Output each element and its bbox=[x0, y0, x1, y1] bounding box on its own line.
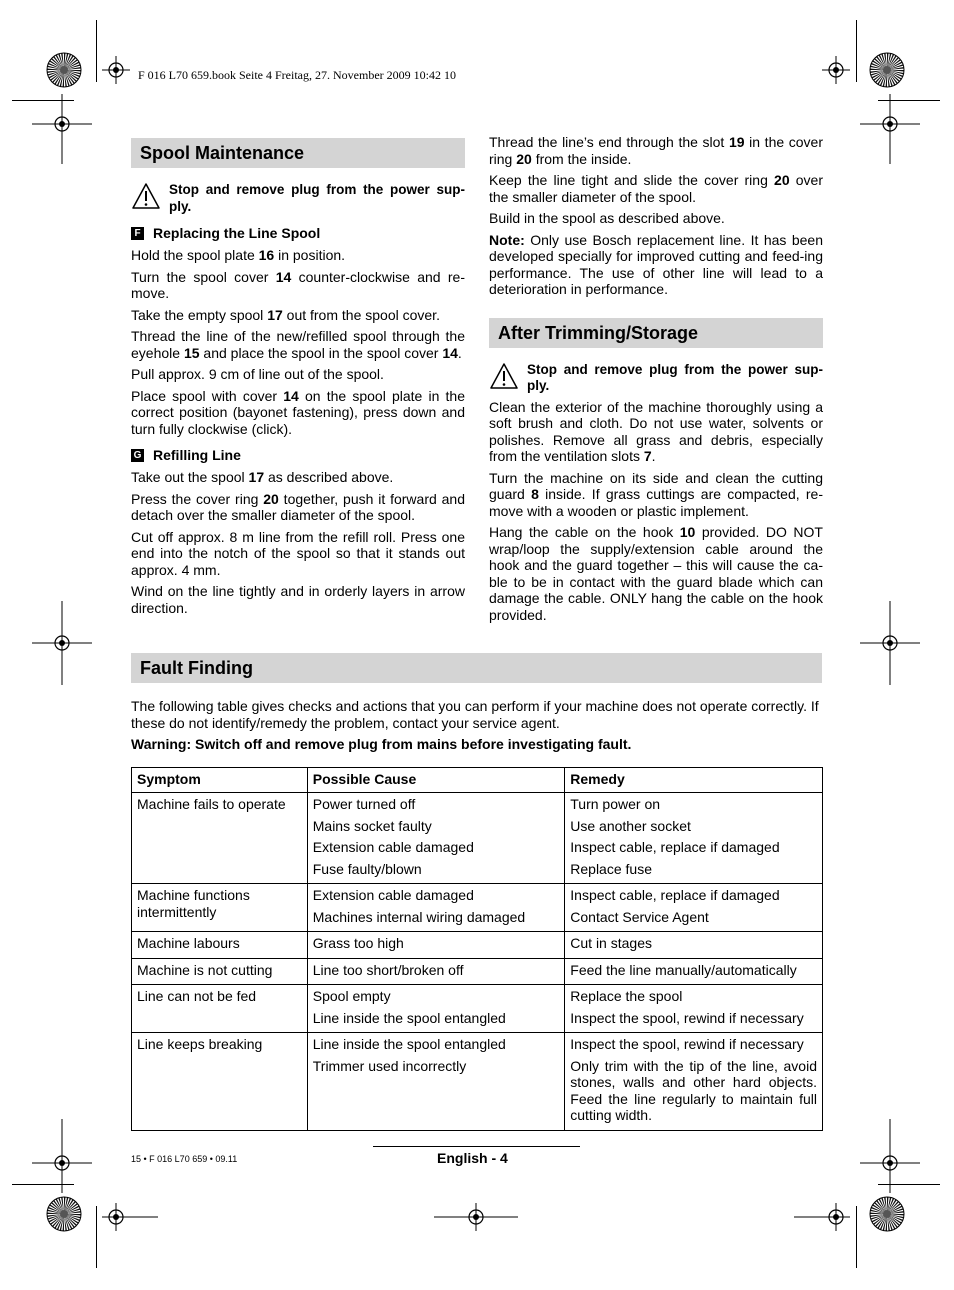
instruction-paragraph: Keep the line tight and slide the cover ring 20 over the smaller diameter of the spool. bbox=[489, 172, 824, 205]
cause-item: Machines internal wiring damaged bbox=[312, 908, 526, 925]
figure-ref-badge: G bbox=[131, 449, 144, 462]
crop-mark bbox=[878, 1184, 940, 1185]
cause-item: Trimmer used incorrectly bbox=[312, 1057, 467, 1074]
warning-notice bbox=[489, 362, 823, 395]
registration-crosshair-icon bbox=[890, 1163, 891, 1164]
starburst-registration-icon bbox=[46, 52, 82, 88]
registration-crosshair-icon bbox=[476, 1217, 477, 1218]
crop-mark bbox=[878, 100, 940, 101]
remedy-item: Only trim with the tip of the line, avoid stones, walls and other hard objects. Feed the line regularly to maintain full cutting width. bbox=[570, 1057, 817, 1123]
remedy-item: Turn power on bbox=[570, 796, 661, 812]
section-heading-spool-maintenance: Spool Maintenance bbox=[131, 138, 465, 168]
cell-remedy bbox=[565, 958, 823, 985]
print-metadata: F 016 L70 659.book Seite 4 Freitag, 27. November 2009 10:42 10 bbox=[138, 68, 456, 82]
instruction-paragraph: Press the cover ring 20 together, push it forward and detach over the smaller diameter of the spool. bbox=[131, 490, 465, 523]
page-number: English - 4 bbox=[437, 1150, 508, 1166]
warning-text: Stop and remove plug from the power sup-ply. bbox=[169, 182, 465, 214]
crop-mark bbox=[96, 20, 97, 82]
warning-text: Stop and remove plug from the power sup-ply. bbox=[527, 361, 823, 393]
cell-remedy bbox=[565, 884, 823, 932]
warning-notice bbox=[131, 182, 465, 215]
footer-code: 15 • F 016 L70 659 • 09.11 bbox=[131, 1154, 238, 1164]
cell-symptom: Line keeps breaking bbox=[132, 1033, 308, 1131]
instruction-paragraph: Turn the machine on its side and clean the cutting guard 8 inside. If grass cuttings are compacted, re-move with a wooden or plastic implement. bbox=[489, 469, 823, 519]
registration-crosshair-icon bbox=[116, 70, 117, 71]
column-header-remedy: Remedy bbox=[565, 767, 823, 793]
cause-item: Grass too high bbox=[312, 935, 404, 951]
remedy-item: Inspect cable, replace if damaged bbox=[570, 887, 780, 903]
starburst-registration-icon bbox=[869, 52, 905, 88]
cause-item: Mains socket faulty bbox=[312, 817, 432, 834]
right-column bbox=[489, 134, 823, 628]
instruction-paragraph: Take the empty spool 17 out from the spool cover. bbox=[131, 306, 440, 323]
footer-rule bbox=[373, 1146, 580, 1147]
remedy-item: Inspect the spool, rewind if necessary bbox=[570, 1009, 804, 1026]
crop-mark bbox=[12, 100, 74, 101]
registration-crosshair-icon bbox=[890, 643, 891, 644]
starburst-registration-icon bbox=[46, 1196, 82, 1232]
remedy-item: Replace fuse bbox=[570, 860, 652, 877]
section-heading-fault-finding: Fault Finding bbox=[131, 653, 822, 683]
cause-item: Line inside the spool entangled bbox=[312, 1036, 506, 1052]
table-row bbox=[132, 985, 823, 1033]
cell-symptom: Machine is not cutting bbox=[132, 958, 308, 985]
fault-table bbox=[131, 767, 823, 1131]
intro-paragraph: The following table gives checks and actions that you can perform if your machine does not operate correctly. If these do not identify/remedy the problem, contact your service agent. bbox=[131, 698, 819, 731]
fault-finding-section bbox=[131, 653, 822, 1131]
cell-symptom: Machine labours bbox=[132, 932, 308, 959]
fault-table-body bbox=[132, 793, 823, 1131]
registration-crosshair-icon bbox=[62, 643, 63, 644]
cell-remedy bbox=[565, 932, 823, 959]
remedy-item: Replace the spool bbox=[570, 988, 683, 1004]
registration-crosshair-icon bbox=[116, 1217, 117, 1218]
remedy-item: Feed the line manually/automatically bbox=[570, 961, 797, 978]
remedy-item: Cut in stages bbox=[570, 935, 652, 951]
subheading-refilling-line bbox=[131, 447, 465, 463]
instruction-paragraph: Thread the line’s end through the slot 19 in the cover ring 20 from the inside. bbox=[489, 134, 824, 167]
note-paragraph: Note: Only use Bosch replacement line. It has been developed specially for improved cutting and feed-ing performance. The use of other line will lead to a deterioration in performance. bbox=[489, 231, 823, 297]
figure-ref-badge: F bbox=[131, 227, 144, 240]
table-header-row bbox=[132, 767, 823, 793]
warning-triangle-icon bbox=[131, 182, 169, 213]
instruction-paragraph: Cut off approx. 8 m line from the refill roll. Press one end into the notch of the spool so that it stands out approx. 4 mm. bbox=[131, 528, 465, 578]
cell-symptom: Line can not be fed bbox=[132, 985, 308, 1033]
registration-crosshair-icon bbox=[62, 124, 63, 125]
instruction-paragraph: Place spool with cover 14 on the spool plate in the correct position (bayonet fastening), press down and turn fully clockwise (click). bbox=[131, 387, 465, 437]
cause-item: Extension cable damaged bbox=[312, 887, 474, 903]
cell-possible-cause bbox=[307, 958, 565, 985]
instruction-paragraph: Thread the line of the new/refilled spool through the eyehole 15 and place the spool in the spool cover 14. bbox=[131, 328, 465, 361]
table-row bbox=[132, 1033, 823, 1131]
cell-remedy bbox=[565, 793, 823, 884]
table-row bbox=[132, 884, 823, 932]
column-header-possible-cause: Possible Cause bbox=[307, 767, 565, 793]
column-header-symptom: Symptom bbox=[132, 767, 308, 793]
cause-item: Line inside the spool entangled bbox=[312, 1009, 506, 1026]
crop-mark bbox=[856, 20, 857, 82]
fault-warning-text: Warning: Switch off and remove plug from mains before investigating fault. bbox=[131, 736, 632, 752]
cell-symptom: Machine fails to operate bbox=[132, 793, 308, 884]
registration-crosshair-icon bbox=[62, 1163, 63, 1164]
cell-possible-cause bbox=[307, 932, 565, 959]
registration-crosshair-icon bbox=[836, 1217, 837, 1218]
cell-possible-cause bbox=[307, 793, 565, 884]
registration-crosshair-icon bbox=[836, 70, 837, 71]
crop-mark bbox=[12, 1184, 74, 1185]
table-row bbox=[132, 793, 823, 884]
cause-item: Power turned off bbox=[312, 796, 416, 812]
table-row bbox=[132, 958, 823, 985]
left-column bbox=[131, 134, 465, 621]
remedy-item: Inspect cable, replace if damaged bbox=[570, 839, 780, 855]
cell-possible-cause bbox=[307, 1033, 565, 1131]
remedy-item: Contact Service Agent bbox=[570, 908, 709, 925]
instruction-paragraph: Clean the exterior of the machine thoroughly using a soft brush and cloth. Do not use water, solvents or polishes. Remove all grass and debris, especially from the ventilation slots 7. bbox=[489, 398, 823, 464]
subheading-replacing-line-spool bbox=[131, 225, 465, 241]
instruction-paragraph: Hang the cable on the hook 10 provided. DO NOT wrap/loop the supply/extension cable around the hook and the guard together – this will cause the ca-ble to be in contact with the guard blade which can damage the cable. ONLY hang the cable on the hook provided. bbox=[489, 524, 823, 623]
cause-item: Line too short/broken off bbox=[312, 961, 464, 978]
instruction-paragraph: Take out the spool 17 as described above. bbox=[131, 469, 394, 485]
instruction-paragraph: Pull approx. 9 cm of line out of the spool. bbox=[131, 366, 384, 382]
subheading-text: Refilling Line bbox=[153, 447, 241, 463]
cell-remedy bbox=[565, 985, 823, 1033]
instruction-paragraph: Hold the spool plate 16 in position. bbox=[131, 247, 346, 263]
crop-mark bbox=[856, 1206, 857, 1268]
instruction-paragraph: Turn the spool cover 14 counter-clockwise and re-move. bbox=[131, 268, 465, 301]
cell-symptom: Machine functions intermittently bbox=[132, 884, 308, 932]
section-heading-after-trimming-storage: After Trimming/Storage bbox=[489, 318, 823, 348]
cell-remedy bbox=[565, 1033, 823, 1131]
cell-possible-cause bbox=[307, 884, 565, 932]
table-row bbox=[132, 932, 823, 959]
subheading-text: Replacing the Line Spool bbox=[153, 225, 321, 241]
starburst-registration-icon bbox=[869, 1196, 905, 1232]
crop-mark bbox=[96, 1206, 97, 1268]
registration-crosshair-icon bbox=[890, 124, 891, 125]
cause-item: Spool empty bbox=[312, 988, 391, 1004]
remedy-item: Use another socket bbox=[570, 817, 691, 834]
cause-item: Fuse faulty/blown bbox=[312, 860, 422, 877]
cell-possible-cause bbox=[307, 985, 565, 1033]
instruction-paragraph: Build in the spool as described above. bbox=[489, 210, 725, 226]
instruction-paragraph: Wind on the line tightly and in orderly layers in arrow direction. bbox=[131, 583, 465, 616]
cause-item: Extension cable damaged bbox=[312, 839, 474, 855]
warning-triangle-icon bbox=[489, 362, 527, 393]
remedy-item: Inspect the spool, rewind if necessary bbox=[570, 1036, 804, 1052]
